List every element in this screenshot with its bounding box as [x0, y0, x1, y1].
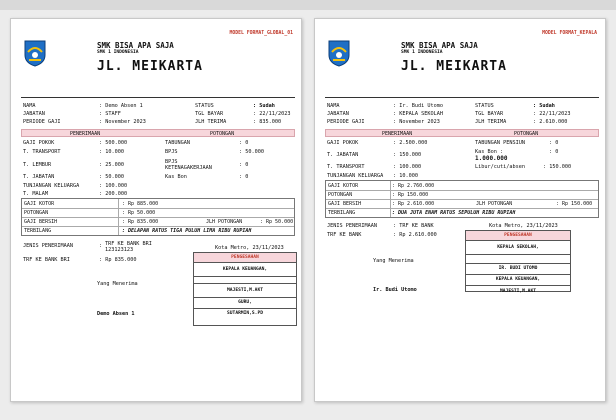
income-value: : 100.000	[99, 183, 128, 189]
deduction-value: : 0	[549, 140, 559, 146]
section-header	[325, 129, 599, 137]
trf-value: : Rp 2.610.000	[393, 232, 437, 238]
income-label: T. TRANSPORT	[327, 164, 365, 170]
income-value: : 100.000	[393, 164, 422, 170]
signature-person-2: MAJESTI,M.AKT	[500, 289, 536, 294]
label-jlh-terima: JLH TERIMA	[195, 119, 227, 125]
model-label: MODEL FORMAT_KEPALA	[542, 31, 597, 36]
header-potongan: POTONGAN	[210, 131, 235, 137]
gaji-bersih-label: GAJI BERSIH	[24, 219, 58, 225]
income-value: : 150.000	[393, 152, 422, 158]
income-label: GAJI POKOK	[327, 140, 359, 146]
income-value: : 500.000	[99, 140, 128, 146]
jenis-detail: TRF KE BANK BRI 123123123	[105, 241, 152, 253]
potongan-value: : Rp 150.000	[392, 192, 429, 198]
deduction-value: : 50.000	[239, 149, 264, 155]
school-name: SMK BISA APA SAJA	[401, 41, 478, 50]
label-jabatan: JABATAN	[327, 111, 349, 117]
deduction-label: TABUNGAN PENSIUN	[475, 140, 525, 146]
trf-value: : Rp 835.000	[99, 257, 137, 263]
trf-label: TRF KE BANK BRI	[23, 257, 70, 263]
value-tgl-bayar: : 22/11/2023	[533, 111, 571, 117]
income-value: : 2.500.000	[393, 140, 428, 146]
label-status: STATUS	[195, 103, 214, 109]
value-periode: : November 2023	[99, 119, 146, 125]
kasbon-prefix: : 0	[549, 149, 559, 155]
payslip-page-2	[314, 18, 606, 402]
payslip-page-1	[10, 18, 302, 402]
label-nama: NAMA	[327, 103, 340, 109]
school-logo-icon	[327, 39, 351, 67]
viewer-toolbar	[0, 0, 616, 10]
section-header	[21, 129, 295, 137]
value-status: : Sudah	[533, 103, 555, 109]
income-value: : 50.000	[99, 174, 124, 180]
signature-header: PENGESAHAN	[194, 253, 296, 263]
header-divider	[21, 97, 295, 98]
school-subtitle: SMK 1 INDONESIA	[401, 50, 443, 55]
income-value: : 200.000	[99, 191, 128, 197]
received-label: Yang Menerima	[97, 281, 138, 287]
deduction-label: Libur/cuti/absen	[475, 164, 525, 170]
jlh-potongan-label: JLH POTONGAN	[206, 219, 243, 225]
gaji-kotor-value: : Rp 885.000	[122, 201, 159, 207]
deduction-value: : 0	[239, 174, 249, 180]
value-periode: : November 2023	[393, 119, 440, 125]
potongan-label: POTONGAN	[328, 192, 353, 198]
signature-role-2: GURU,	[194, 298, 296, 309]
income-label: T. LEMBUR	[23, 162, 52, 168]
gaji-bersih-label: GAJI BERSIH	[328, 201, 362, 207]
label-tgl-bayar: TGL BAYAR	[475, 111, 504, 117]
deduction-label: Kas Bon	[165, 174, 187, 180]
jenis-label: JENIS PENERIMAAN	[327, 223, 377, 229]
income-label: T. JABATAN	[23, 174, 55, 180]
deduction-label: BPJS KETENAGAKERJAAN	[165, 159, 212, 171]
income-label: T. JABATAN	[327, 152, 359, 158]
receiver-name: Ir. Budi Utomo	[373, 287, 417, 293]
income-label: T. MALAM	[23, 191, 48, 197]
value-jabatan: : STAFF	[99, 111, 121, 117]
label-jlh-terima: JLH TERIMA	[475, 119, 507, 125]
income-value: : 10.000	[393, 173, 418, 179]
signature-header: PENGESAHAN	[466, 231, 570, 241]
signature-role: KEPALA KEUANGAN,	[194, 263, 296, 277]
school-subtitle: SMK 1 INDONESIA	[97, 50, 139, 55]
deduction-label: BPJS	[165, 149, 178, 155]
model-label: MODEL FORMAT_GLOBAL_01	[229, 31, 293, 36]
signature-person: MAJESTI,M.AKT	[194, 284, 296, 298]
gaji-bersih-value: : Rp 835.000	[122, 219, 159, 225]
header-potongan: POTONGAN	[514, 131, 539, 137]
jlh-potongan-value: : Rp 50.000	[260, 219, 294, 225]
label-jabatan: JABATAN	[23, 111, 45, 117]
terbilang-label: TERBILANG	[328, 210, 356, 216]
jenis-value: : TRF KE BANK	[393, 223, 434, 229]
deduction-value: 1.000.000	[475, 155, 508, 162]
label-nama: NAMA	[23, 103, 36, 109]
value-jlh-terima: : 835.000	[253, 119, 282, 125]
header-penerimaan: PENERIMAAN	[382, 131, 413, 137]
income-label: TUNJANGAN KELUARGA	[327, 173, 384, 179]
receiver-name: Demo Absen 1	[97, 311, 135, 317]
potongan-label: POTONGAN	[24, 210, 49, 216]
header-divider	[325, 97, 599, 98]
potongan-value: : Rp 50.000	[122, 210, 156, 216]
gaji-bersih-value: : Rp 2.610.000	[392, 201, 435, 207]
school-name: SMK BISA APA SAJA	[97, 41, 174, 50]
signature-role-2: KEPALA KEUANGAN,	[466, 275, 570, 286]
school-logo-icon	[23, 39, 47, 67]
income-value: : 25.000	[99, 162, 124, 168]
jlh-potongan-label: JLH POTONGAN	[476, 201, 513, 207]
income-label: T. TRANSPORT	[23, 149, 61, 155]
gaji-kotor-label: GAJI KOTOR	[328, 183, 359, 189]
terbilang-label: TERBILANG	[24, 228, 52, 234]
kota-date: Kota Metro, 23/11/2023	[489, 223, 558, 229]
totals-table	[21, 198, 295, 236]
deduction-label: TABUNGAN	[165, 140, 190, 146]
gaji-kotor-value: : Rp 2.760.000	[392, 183, 435, 189]
header-penerimaan: PENERIMAAN	[70, 131, 101, 137]
deduction-value: : 0	[239, 162, 249, 168]
signature-person-2: SUTARMIN,S.PD	[227, 311, 263, 316]
label-periode: PERIODE GAJI	[23, 119, 61, 125]
signature-box	[193, 252, 297, 326]
label-periode: PERIODE GAJI	[327, 119, 365, 125]
school-street: JL. MEIKARTA	[97, 59, 203, 74]
signature-person: IR. BUDI UTOMO	[466, 264, 570, 275]
jlh-potongan-value: : Rp 150.000	[556, 201, 593, 207]
deduction-value: : 0	[239, 140, 249, 146]
income-label: GAJI POKOK	[23, 140, 55, 146]
deduction-label: Kas Bon :	[475, 149, 504, 155]
kota-date: Kota Metro, 23/11/2023	[215, 245, 284, 251]
income-label: TUNJANGAN KELUARGA	[23, 183, 80, 189]
terbilang-value: : DELAPAN RATUS TIGA PULUH LIMA RIBU RUPIAH	[122, 228, 252, 234]
signature-role: KEPALA SEKOLAH,	[466, 241, 570, 255]
totals-table	[325, 180, 599, 218]
trf-label: TRF KE BANK	[327, 232, 362, 238]
value-nama: : Demo Absen 1	[99, 103, 143, 109]
jenis-label: JENIS PENERIMAAN	[23, 243, 73, 249]
value-status: : Sudah	[253, 103, 275, 109]
signature-box	[465, 230, 571, 292]
gaji-kotor-label: GAJI KOTOR	[24, 201, 55, 207]
value-jabatan: : KEPALA SEKOLAH	[393, 111, 443, 117]
received-label: Yang Menerima	[373, 258, 414, 264]
value-tgl-bayar: : 22/11/2023	[253, 111, 291, 117]
terbilang-value: : DUA JUTA ENAM RATUS SEPULUH RIBU RUPIAH	[392, 210, 516, 216]
label-tgl-bayar: TGL BAYAR	[195, 111, 224, 117]
deduction-value: : 150.000	[543, 164, 572, 170]
jenis-value: :	[99, 243, 103, 249]
label-status: STATUS	[475, 103, 494, 109]
school-street: JL. MEIKARTA	[401, 59, 507, 74]
income-value: : 10.000	[99, 149, 124, 155]
value-nama: : Ir. Budi Utomo	[393, 103, 443, 109]
value-jlh-terima: : 2.610.000	[533, 119, 568, 125]
